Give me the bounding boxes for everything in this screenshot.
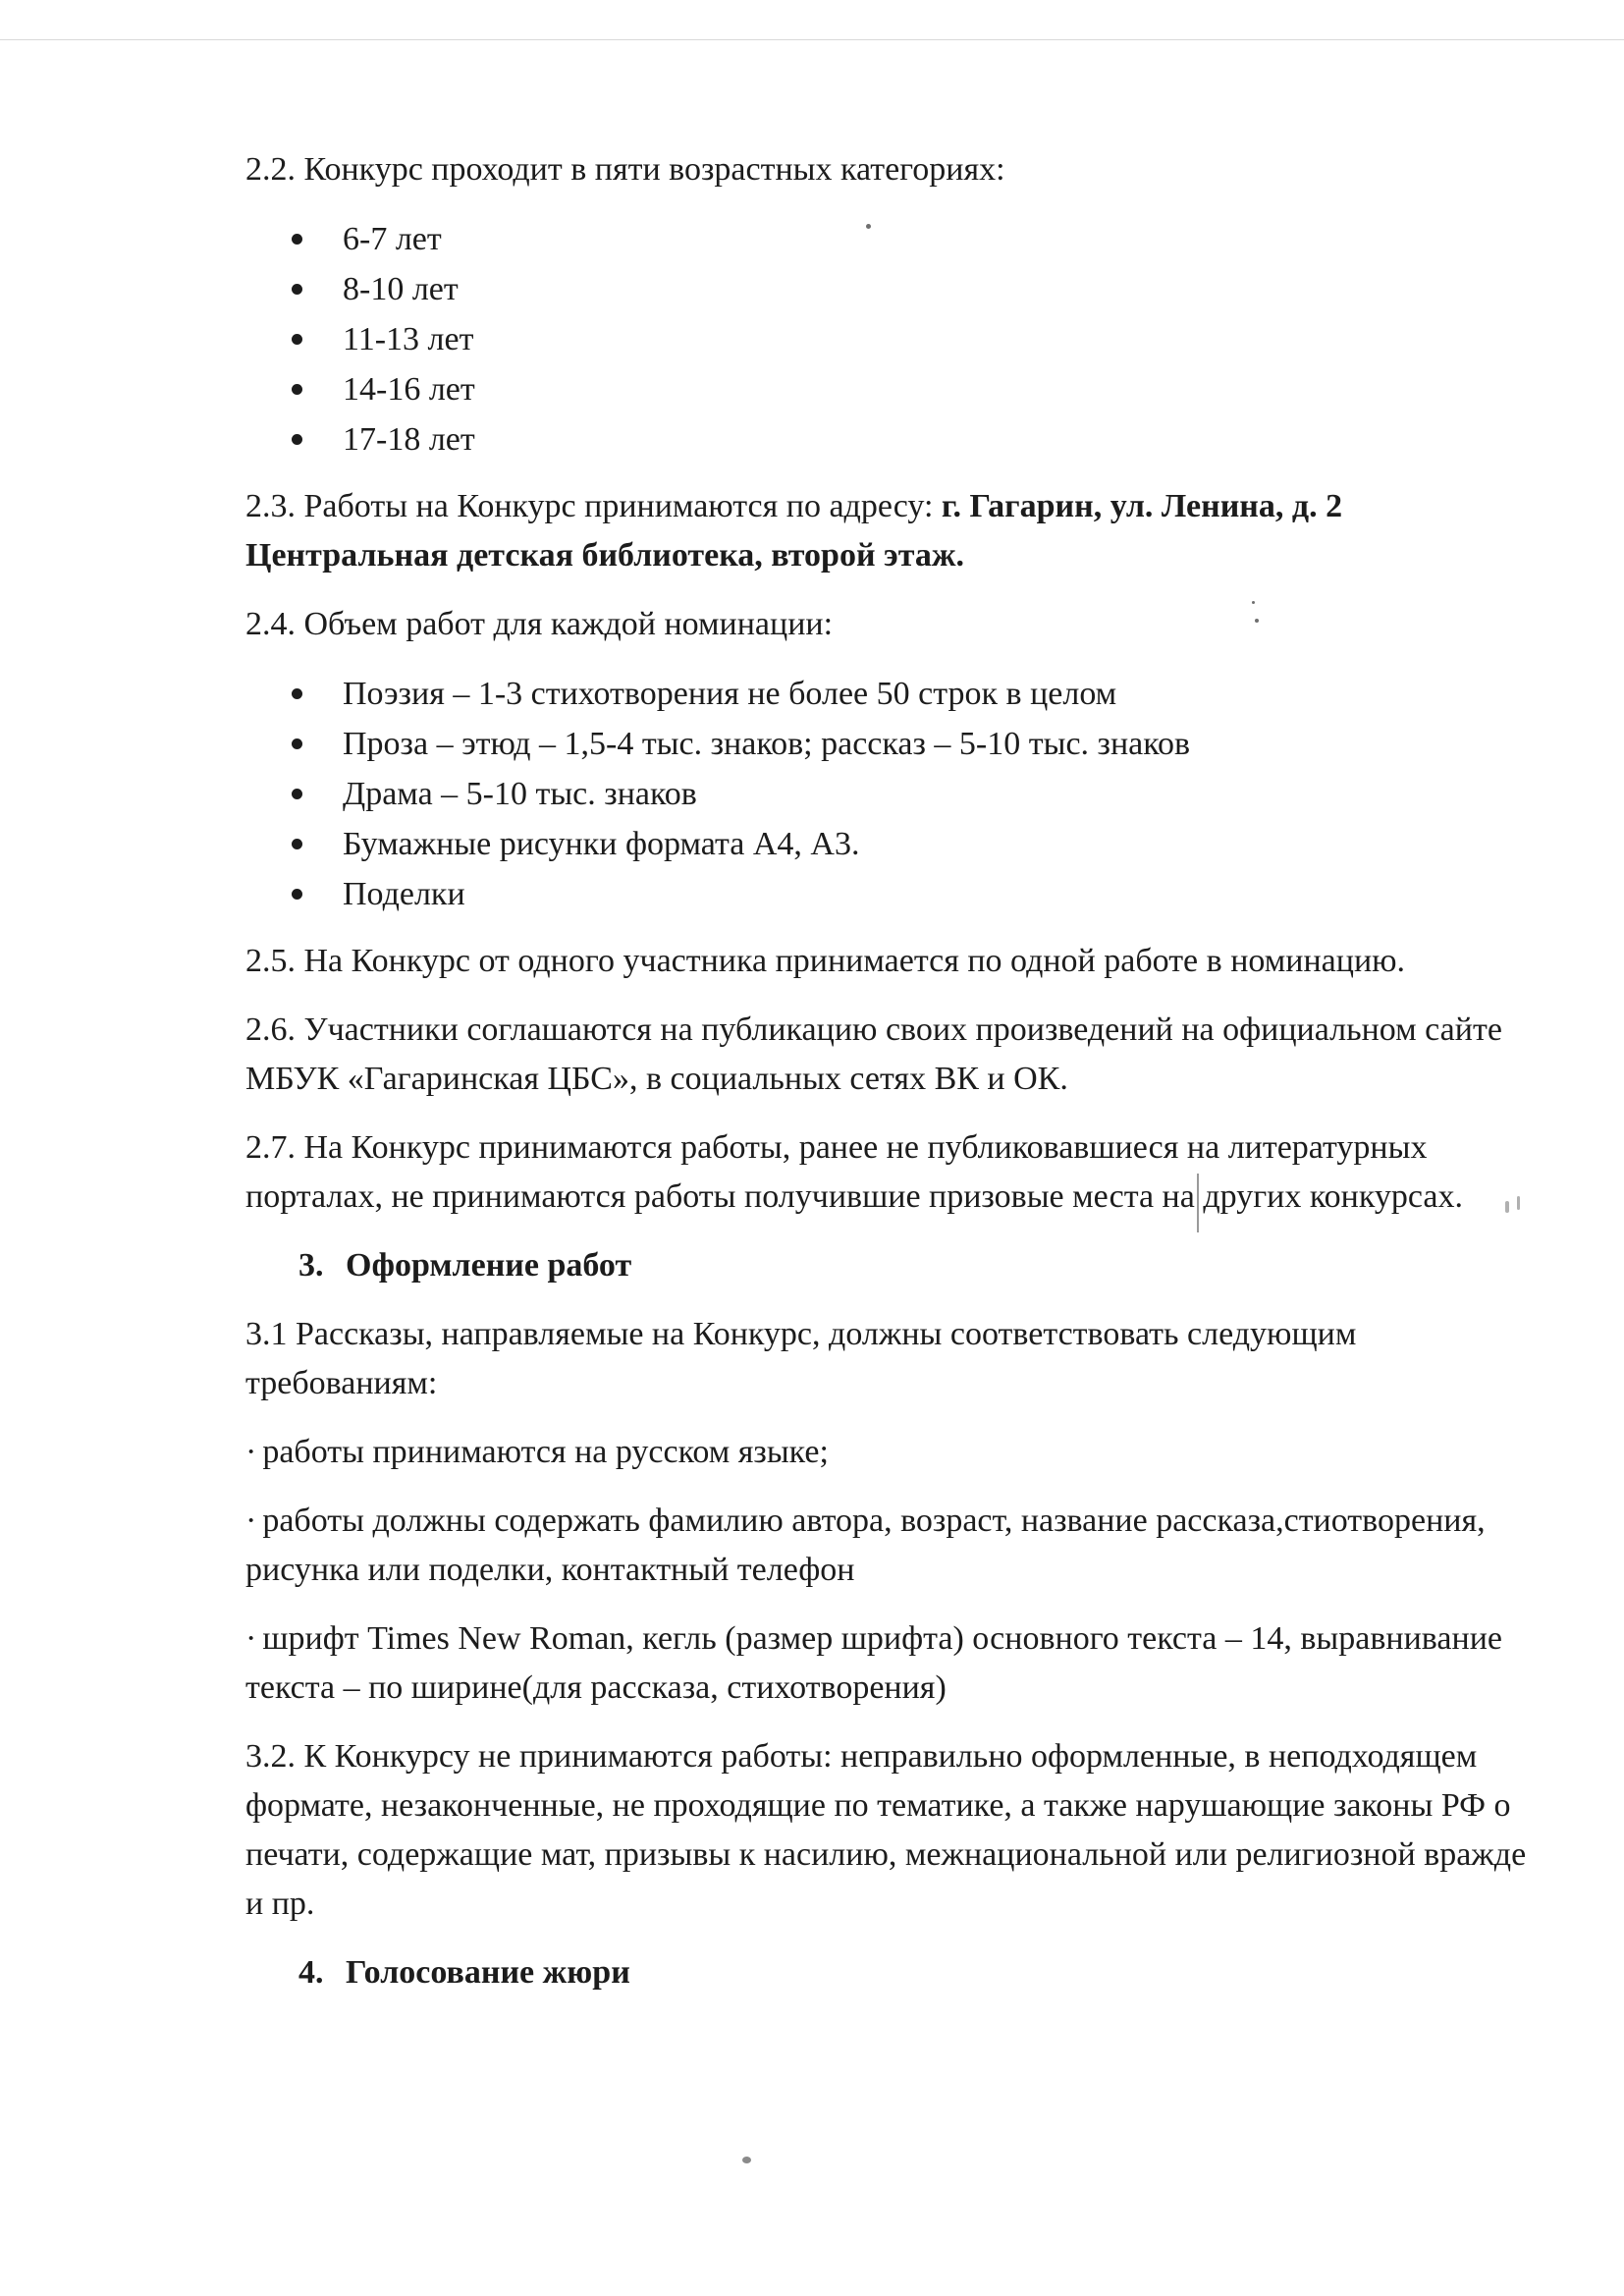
list-item: 8-10 лет xyxy=(290,264,1542,314)
paragraph-2-3 xyxy=(245,482,1542,580)
section-number: 3. xyxy=(298,1247,324,1284)
list-item: 14-16 лет xyxy=(290,364,1542,414)
dot-marker: · xyxy=(245,1620,257,1657)
scan-edge-line xyxy=(0,39,1624,40)
paragraph-2-2: 2.2. Конкурс проходит в пяти возрастных категориях: xyxy=(245,151,1005,188)
list-item: Поделки xyxy=(290,869,1542,919)
paragraph-3-1: 3.1 Рассказы, направляемые на Конкурс, должны соответствовать следующим требованиям: xyxy=(245,1316,1357,1401)
list-item: 6-7 лет xyxy=(290,214,1542,264)
section-3-heading xyxy=(298,1241,1542,1290)
requirement-1 xyxy=(245,1428,1542,1477)
dot-marker: · xyxy=(245,1503,257,1539)
address-text: г. Гагарин, ул. Ленина, д. 2 Центральная детская библиотека, второй этаж. xyxy=(245,488,1343,574)
requirement-text: работы должны содержать фамилию автора, возраст, название рассказа,стиотворения, рисунка или поделки, контактный телефон xyxy=(245,1503,1486,1588)
section-title: Оформление работ xyxy=(346,1247,632,1284)
list-item: Поэзия – 1-3 стихотворения не более 50 строк в целом xyxy=(290,669,1542,719)
list-item: 17-18 лет xyxy=(290,414,1542,465)
requirement-3 xyxy=(245,1614,1542,1713)
list-item: Бумажные рисунки формата А4, А3. xyxy=(290,819,1542,869)
paragraph-2-6: 2.6. Участники соглашаются на публикацию своих произведений на официальном сайте МБУК «Гагаринская ЦБС», в социальных сетях ВК и ОК. xyxy=(245,1011,1502,1097)
requirement-2 xyxy=(245,1497,1542,1595)
document-body xyxy=(245,145,1542,2017)
requirement-text: шрифт Times New Roman, кегль (размер шрифта) основного текста – 14, выравнивание текста – по ширине(для рассказа, стихотворения) xyxy=(245,1620,1502,1706)
list-item: Проза – этюд – 1,5-4 тыс. знаков; рассказ – 5-10 тыс. знаков xyxy=(290,719,1542,769)
paragraph-3-2: 3.2. К Конкурсу не принимаются работы: неправильно оформленные, в неподходящем формате, незаконченные, не проходящие по тематике, а также нарушающие законы РФ о печати, содержащие мат, призывы к насилию, межнациональной или религиозной вражде и пр. xyxy=(245,1738,1527,1922)
list-item: 11-13 лет xyxy=(290,314,1542,364)
requirement-text: работы принимаются на русском языке; xyxy=(262,1434,829,1470)
dot-marker: · xyxy=(245,1434,257,1470)
nomination-list xyxy=(290,669,1542,919)
section-number: 4. xyxy=(298,1954,324,1991)
age-category-list xyxy=(290,214,1542,465)
paragraph-2-5: 2.5. На Конкурс от одного участника принимается по одной работе в номинацию. xyxy=(245,943,1406,979)
section-title: Голосование жюри xyxy=(346,1954,630,1991)
paragraph-2-7: 2.7. На Конкурс принимаются работы, ранее не публиковавшиеся на литературных порталах, не принимаются работы получившие призовые места на других конкурсах. xyxy=(245,1129,1463,1215)
list-item: Драма – 5-10 тыс. знаков xyxy=(290,769,1542,819)
paragraph-2-3-text: 2.3. Работы на Конкурс принимаются по адресу: xyxy=(245,488,942,524)
scan-speck xyxy=(742,2157,751,2163)
paragraph-2-4: 2.4. Объем работ для каждой номинации: xyxy=(245,606,834,642)
section-4-heading xyxy=(298,1948,1542,1997)
